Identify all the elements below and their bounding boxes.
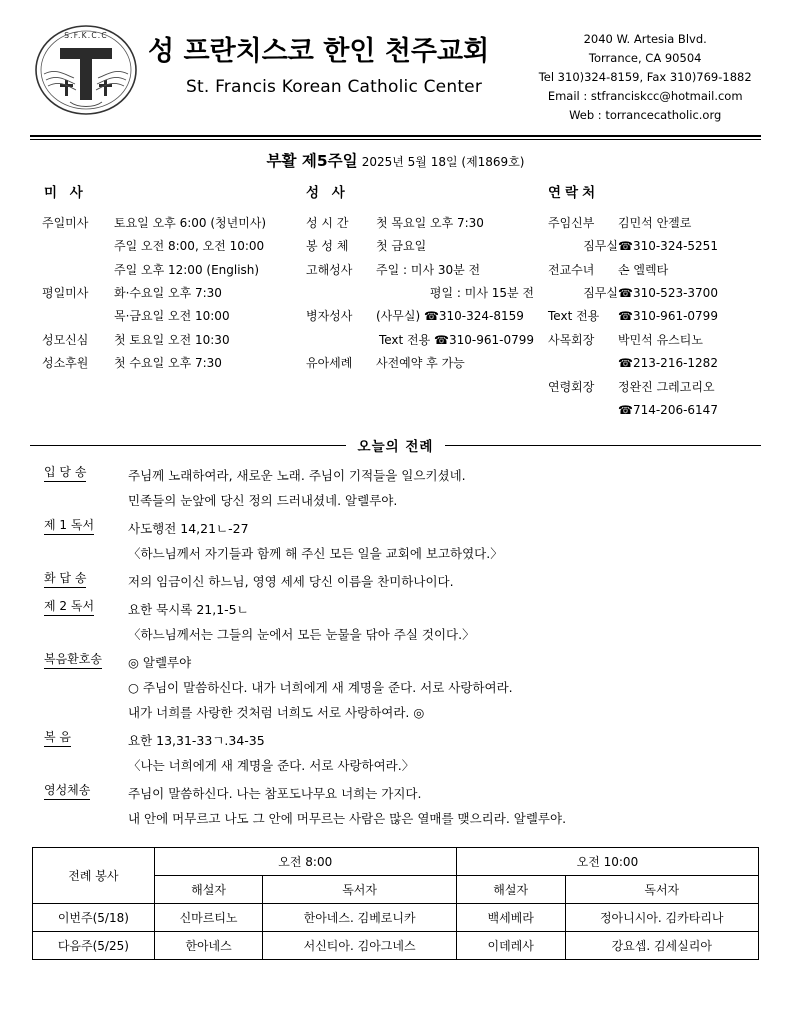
page-header [30, 22, 761, 125]
mass-label: 평일미사 [42, 286, 89, 301]
mass-row [30, 259, 302, 282]
liturgy-list [30, 463, 761, 831]
table-subheader-lector-8: 독서자 [263, 876, 456, 904]
sacrament-label: 유아세례 [306, 356, 353, 371]
sacrament-value: (사무실) ☎310-324-8159 [376, 309, 524, 324]
liturgy-label-text: 복음환호송 [44, 650, 102, 669]
liturgy-section-header [30, 435, 761, 455]
table-cell: 한아네스 [154, 932, 263, 960]
section-line-right [445, 445, 761, 446]
liturgy-line: 〈나는 너희에게 새 계명을 준다. 서로 사랑하여라.〉 [128, 758, 415, 774]
section-line-left [30, 445, 346, 446]
liturgy-line: 〈하느님께서 자기들과 함께 해 주신 모든 일을 교회에 보고하였다.〉 [128, 546, 503, 562]
liturgy-item [30, 650, 761, 725]
table-subheader-commentator-8: 해설자 [154, 876, 263, 904]
sacrament-row [302, 235, 534, 258]
mass-row [30, 235, 302, 258]
sacrament-value: 주일 : 미사 30분 전 [376, 262, 481, 277]
sacrament-value: 첫 금요일 [376, 239, 427, 254]
contact-value: 손 엘렉타 [618, 262, 669, 277]
liturgy-line: 사도행전 14,21ㄴ-27 [128, 521, 249, 537]
contact-row [544, 376, 761, 399]
mass-value: 주일 오후 12:00 (English) [114, 262, 260, 277]
sunday-name: 부활 제5주일 [266, 151, 358, 170]
contact-row [544, 212, 761, 235]
title-block [148, 22, 489, 97]
liturgy-item [30, 597, 761, 647]
contact-row [544, 352, 761, 375]
contact-label: 연령회장 [548, 379, 595, 394]
liturgy-item [30, 516, 761, 566]
liturgy-item-body [122, 597, 761, 647]
contact-value: ☎310-324-5251 [618, 239, 718, 254]
mass-label: 주일미사 [42, 215, 89, 230]
contact-row [544, 282, 761, 305]
table-corner-header: 전례 봉사 [33, 848, 155, 904]
contact-row [544, 399, 761, 422]
mass-column [30, 181, 302, 423]
contact-label: Text 전용 [548, 309, 600, 324]
contact-value: ☎310-961-0799 [618, 309, 718, 324]
table-cell: 백세베라 [456, 904, 565, 932]
sacrament-value: Text 전용 ☎310-961-0799 [378, 332, 534, 347]
table-row [33, 932, 759, 960]
sacrament-value: 첫 목요일 오후 7:30 [376, 215, 484, 230]
liturgy-item-body [122, 781, 761, 831]
header-divider-thick [30, 135, 761, 137]
liturgy-item-label [30, 728, 122, 778]
table-cell: 이데레사 [456, 932, 565, 960]
mass-row [30, 282, 302, 305]
mass-heading: 미 사 [44, 184, 87, 201]
table-cell: 서신티아. 김아그네스 [263, 932, 456, 960]
sacrament-heading: 성 사 [306, 184, 349, 201]
liturgy-label-text: 제 1 독서 [44, 516, 94, 535]
liturgy-item-label [30, 516, 122, 566]
sacrament-label: 성 시 간 [306, 215, 349, 230]
contact-label: 전교수녀 [548, 262, 595, 277]
mass-value: 첫 토요일 오전 10:30 [114, 332, 230, 347]
sacrament-label: 병자성사 [306, 309, 353, 324]
contact-web: Web : torrancecatholic.org [569, 107, 722, 122]
mass-label [30, 305, 114, 328]
liturgy-label-text: 입 당 송 [44, 463, 86, 482]
liturgy-label-text: 제 2 독서 [44, 597, 94, 616]
liturgy-line: 내 안에 머무르고 나도 그 안에 머무르는 사람은 많은 열매를 맺으리라. 알렐루야. [128, 811, 567, 827]
liturgy-item-label [30, 597, 122, 647]
liturgy-item [30, 569, 761, 594]
contact-label: 주임신부 [548, 215, 595, 230]
liturgy-label-text: 복 음 [44, 728, 71, 747]
logo-graphic [30, 22, 142, 118]
parish-logo [30, 22, 142, 118]
liturgy-item-label [30, 650, 122, 725]
contact-value: 정완진 그레고리오 [618, 379, 715, 394]
contact-heading: 연락처 [548, 184, 600, 201]
table-subheader-commentator-10: 해설자 [456, 876, 565, 904]
contact-phone-fax: Tel 310)324-8159, Fax 310)769-1882 [538, 69, 752, 84]
contact-value: ☎213-216-1282 [618, 356, 718, 371]
contact-label: 짐무실 [583, 239, 618, 254]
mass-value: 목·금요일 오전 10:00 [114, 309, 230, 324]
mass-value: 토요일 오후 6:00 (청년미사) [114, 215, 267, 230]
liturgy-label-text: 화 답 송 [44, 569, 86, 588]
liturgy-line: 주님이 말씀하신다. 나는 참포도나무요 너희는 가지다. [128, 786, 422, 802]
mass-label [30, 259, 114, 282]
contact-column [534, 181, 761, 423]
mass-row [30, 329, 302, 352]
sacrament-label [302, 329, 376, 352]
service-schedule-table [32, 847, 759, 960]
liturgy-item-body [122, 463, 761, 513]
liturgy-item-label [30, 463, 122, 513]
contact-value: 김민석 안젤로 [618, 215, 692, 230]
info-columns [30, 181, 761, 423]
liturgy-item-body [122, 728, 761, 778]
sacrament-row [302, 212, 534, 235]
contact-label [544, 399, 618, 422]
title-korean: 성 프란치스코 한인 천주교회 [148, 36, 490, 67]
sacrament-row [302, 305, 534, 328]
mass-value: 화·수요일 오후 7:30 [114, 286, 222, 301]
liturgy-line: 저의 임금이신 하느님, 영영 세세 당신 이름을 찬미하나이다. [128, 574, 454, 590]
contact-row [544, 235, 761, 258]
table-cell: 강요셉. 김세실리아 [565, 932, 758, 960]
contact-value: ☎310-523-3700 [618, 286, 718, 301]
liturgy-line: 〈하느님께서는 그들의 눈에서 모든 눈물을 닦아 주실 것이다.〉 [128, 627, 475, 643]
contact-address-line1: 2040 W. Artesia Blvd. [583, 32, 707, 46]
liturgy-line: ○ 주님이 말씀하신다. 내가 너희에게 새 계명을 준다. 서로 사랑하여라. [128, 680, 513, 696]
contact-email: Email : stfranciskcc@hotmail.com [547, 88, 743, 103]
mass-row [30, 305, 302, 328]
liturgy-item-label [30, 781, 122, 831]
table-group-header-8am: 오전 8:00 [154, 848, 456, 876]
contact-row [544, 329, 761, 352]
mass-row [30, 212, 302, 235]
table-row [33, 904, 759, 932]
table-group-header-10am: 오전 10:00 [456, 848, 758, 876]
contact-label: 짐무실 [583, 286, 618, 301]
liturgy-item [30, 463, 761, 513]
liturgy-section-title: 오늘의 전례 [357, 439, 434, 456]
sacrament-value: 사전예약 후 가능 [376, 356, 465, 371]
liturgy-item-body [122, 516, 761, 566]
sacrament-label: 봉 성 체 [306, 239, 349, 254]
mass-value: 첫 수요일 오후 7:30 [114, 356, 222, 371]
contact-value: ☎714-206-6147 [618, 402, 718, 417]
table-subheader-lector-10: 독서자 [565, 876, 758, 904]
mass-label: 성소후원 [42, 356, 89, 371]
liturgy-line: 요한 묵시록 21,1-5ㄴ [128, 602, 249, 618]
mass-row [30, 352, 302, 375]
contact-address-line2: Torrance, CA 90504 [588, 50, 702, 65]
service-table-wrapper [30, 847, 761, 960]
header-contact-info [495, 22, 791, 125]
contact-value: 박민석 유스티노 [618, 332, 703, 347]
table-cell: 신마르티노 [154, 904, 263, 932]
contact-row [544, 259, 761, 282]
sacrament-label [302, 282, 376, 305]
liturgy-item [30, 728, 761, 778]
liturgy-line: 요한 13,31-33ㄱ.34-35 [128, 733, 265, 749]
issue-date: 2025년 5월 18일 (제1869호) [361, 154, 525, 169]
liturgy-line: 내가 너희를 사랑한 것처럼 너희도 서로 사랑하여라. ◎ [128, 705, 425, 721]
title-english: St. Francis Korean Catholic Center [186, 77, 483, 98]
table-cell-week: 이번주(5/18) [33, 904, 155, 932]
table-cell: 한아네스. 김베로니카 [263, 904, 456, 932]
contact-row [544, 305, 761, 328]
sacrament-column [302, 181, 534, 423]
mass-value: 주일 오전 8:00, 오전 10:00 [114, 239, 265, 254]
liturgy-item-body [122, 569, 761, 594]
mass-label: 성모신심 [42, 332, 89, 347]
table-cell-week: 다음주(5/25) [33, 932, 155, 960]
mass-label [30, 235, 114, 258]
sacrament-row [302, 352, 534, 375]
liturgy-item-body [122, 650, 761, 725]
sacrament-row [302, 259, 534, 282]
issue-subtitle [30, 140, 761, 177]
liturgy-item [30, 781, 761, 831]
liturgy-line: 주님께 노래하여라, 새로운 노래. 주님이 기적들을 일으키셨네. [128, 468, 466, 484]
liturgy-item-label [30, 569, 122, 594]
sacrament-label: 고해성사 [306, 262, 353, 277]
liturgy-line: ◎ 알렐루야 [128, 655, 192, 671]
logo-initials: S.F.K.C.C [64, 31, 108, 40]
sacrament-row [302, 329, 534, 352]
liturgy-label-text: 영성체송 [44, 781, 90, 800]
sacrament-row [302, 282, 534, 305]
table-header-row [33, 848, 759, 876]
table-cell: 정아니시아. 김카타리나 [565, 904, 758, 932]
liturgy-line: 민족들의 눈앞에 당신 정의 드러내셨네. 알렐루야. [128, 493, 398, 509]
contact-label [544, 352, 618, 375]
sacrament-value: 평일 : 미사 15분 전 [429, 286, 534, 301]
contact-label: 사목회장 [548, 332, 595, 347]
